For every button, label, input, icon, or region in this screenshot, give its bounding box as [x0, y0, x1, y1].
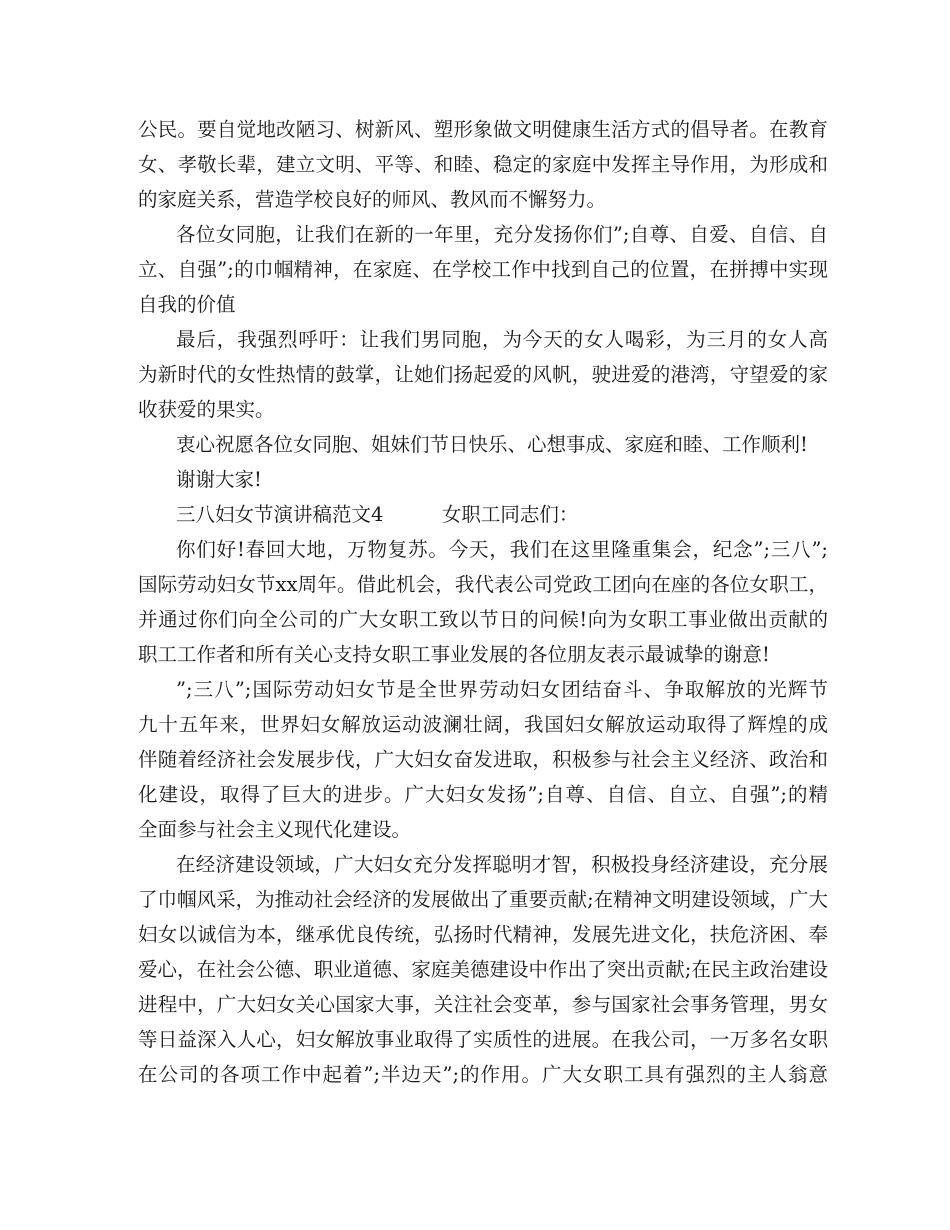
document-body: [138, 112, 828, 1092]
text-line: 伴随着经济社会发展步伐，广大妇女奋发进取，积极参与社会主义经济、政治和: [138, 748, 828, 771]
text-line: ”;三八”;国际劳动妇女节是全世界劳动妇女团结奋斗、争取解放的光辉节: [176, 678, 828, 701]
text-line: 爱心，在社会公德、职业道德、家庭美德建设中作出了突出贡献;在民主政治建设: [138, 958, 828, 981]
text-line: 全面参与社会主义现代化建设。: [138, 818, 412, 841]
text-line: 立、自强”;的巾帼精神，在家庭、在学校工作中找到自己的位置，在拼搏中实现: [138, 258, 828, 281]
text-line: 化建设，取得了巨大的进步。广大妇女发扬”;自尊、自信、自立、自强”;的精: [138, 783, 828, 806]
text-line: 自我的价值: [138, 293, 236, 316]
text-line: 谢谢大家!: [176, 468, 262, 491]
text-line: 并通过你们向全公司的广大女职工致以节日的问候!向为女职工事业做出贡献的: [138, 608, 828, 631]
text-line: 等日益深入人心，妇女解放事业取得了实质性的进展。在我公司，一万多名女职: [138, 1028, 828, 1051]
text-line: 在公司的各项工作中起着”;半边天”;的作用。广大女职工具有强烈的主人翁意: [138, 1063, 828, 1086]
text-line: 九十五年来，世界妇女解放运动波澜壮阔，我国妇女解放运动取得了辉煌的成: [138, 713, 828, 736]
text-line: 为新时代的女性热情的鼓掌，让她们扬起爱的风帆，驶进爱的港湾，守望爱的家: [138, 363, 828, 386]
text-line: 了巾帼风采，为推动社会经济的发展做出了重要贡献;在精神文明建设领域，广大: [138, 888, 828, 911]
text-line: 收获爱的果实。: [138, 398, 275, 421]
text-line: 三八妇女节演讲稿范文4 女职工同志们：: [176, 503, 579, 526]
text-line: 最后，我强烈呼吁：让我们男同胞，为今天的女人喝彩，为三月的女人高: [176, 328, 828, 351]
text-line: 的家庭关系，营造学校良好的师风、教风而不懈努力。: [138, 188, 607, 211]
text-line: 进程中，广大妇女关心国家大事，关注社会变革，参与国家社会事务管理，男女: [138, 993, 828, 1016]
text-line: 职工工作者和所有关心支持女职工事业发展的各位朋友表示最诚挚的谢意!: [138, 643, 770, 666]
text-line: 公民。要自觉地改陋习、树新风、塑形象做文明健康生活方式的倡导者。在教育: [138, 118, 828, 141]
text-line: 国际劳动妇女节xx周年。借此机会，我代表公司党政工团向在座的各位女职工，: [138, 573, 828, 596]
text-line: 在经济建设领域，广大妇女充分发挥聪明才智，积极投身经济建设，充分展: [176, 853, 828, 876]
text-line: 妇女以诚信为本，继承优良传统，弘扬时代精神，发展先进文化，扶危济困、奉: [138, 923, 828, 946]
text-line: 女、孝敬长辈，建立文明、平等、和睦、稳定的家庭中发挥主导作用，为形成和: [138, 153, 828, 176]
text-line: 你们好!春回大地，万物复苏。今天，我们在这里隆重集会，纪念”;三八”;: [176, 538, 828, 561]
text-line: 衷心祝愿各位女同胞、姐妹们节日快乐、心想事成、家庭和睦、工作顺利!: [176, 433, 808, 456]
text-line: 各位女同胞，让我们在新的一年里，充分发扬你们”;自尊、自爱、自信、自: [176, 223, 828, 246]
